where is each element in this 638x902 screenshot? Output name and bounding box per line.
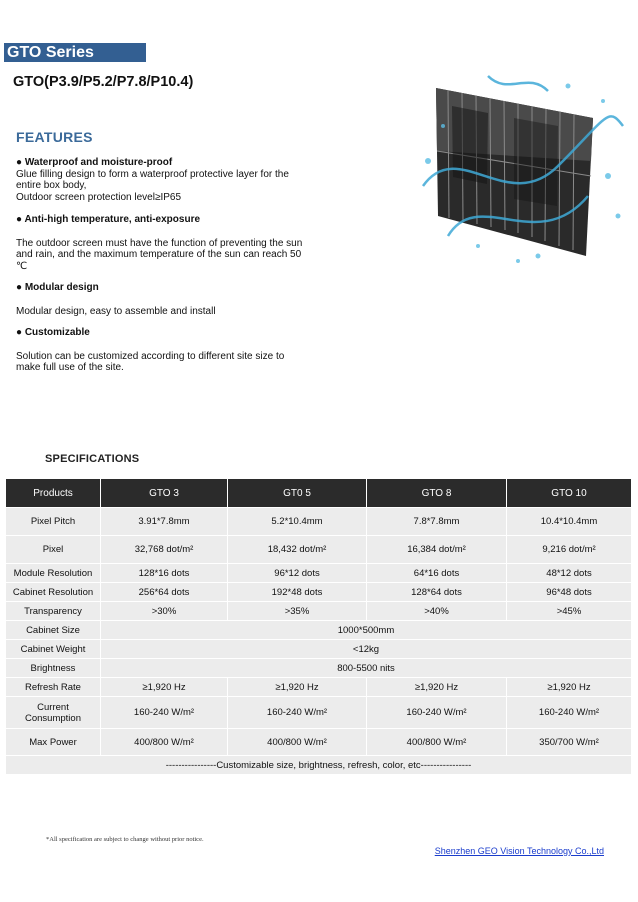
table-cell: 32,768 dot/m² (100, 535, 227, 563)
specifications-table (6, 479, 631, 774)
table-row (6, 639, 631, 658)
feature-title: ● Modular design (16, 282, 99, 293)
table-cell: 96*48 dots (506, 582, 631, 601)
column-header: GT0 5 (227, 479, 366, 507)
table-cell-merged: <12kg (100, 639, 631, 658)
table-cell: >45% (506, 601, 631, 620)
table-cell: 64*16 dots (366, 563, 506, 582)
table-cell: 400/800 W/m² (227, 728, 366, 755)
table-cell: ≥1,920 Hz (506, 677, 631, 696)
table-footer-note: ----------------Customizable size, brightness, refresh, color, etc---------------- (6, 755, 631, 774)
column-header: GTO 8 (366, 479, 506, 507)
table-cell: 18,432 dot/m² (227, 535, 366, 563)
table-cell: 48*12 dots (506, 563, 631, 582)
table-cell: ≥1,920 Hz (227, 677, 366, 696)
row-label: Transparency (6, 601, 100, 620)
table-row (6, 755, 631, 774)
led-screen-splash-image (418, 66, 628, 266)
table-cell-merged: 800-5500 nits (100, 658, 631, 677)
table-row (6, 620, 631, 639)
table-cell: 3.91*7.8mm (100, 507, 227, 535)
column-header: Products (6, 479, 100, 507)
table-cell: >30% (100, 601, 227, 620)
row-label: Max Power (6, 728, 100, 755)
row-label: Pixel Pitch (6, 507, 100, 535)
table-cell: 9,216 dot/m² (506, 535, 631, 563)
features-heading: FEATURES (16, 129, 93, 145)
feature-title: ● Waterproof and moisture-proof (16, 157, 173, 168)
table-cell: 160-240 W/m² (227, 696, 366, 728)
table-row (6, 535, 631, 563)
series-banner: GTO Series (4, 43, 146, 62)
feature-text: The outdoor screen must have the function of preventing the sun and rain, and the maximum temperature of the sun can reach 50 ℃ (16, 237, 303, 272)
table-row (6, 563, 631, 582)
table-cell: 400/800 W/m² (100, 728, 227, 755)
table-row (6, 601, 631, 620)
feature-text: Glue filling design to form a waterproof protective layer for the entire box body, (16, 168, 289, 191)
column-header: GTO 10 (506, 479, 631, 507)
table-row (6, 696, 631, 728)
feature-customizable (16, 327, 306, 374)
table-row (6, 728, 631, 755)
specifications-heading: SPECIFICATIONS (45, 453, 140, 465)
row-label: Refresh Rate (6, 677, 100, 696)
table-cell: 128*64 dots (366, 582, 506, 601)
table-cell: 256*64 dots (100, 582, 227, 601)
table-cell: 96*12 dots (227, 563, 366, 582)
feature-title: ● Customizable (16, 327, 90, 338)
row-label: Module Resolution (6, 563, 100, 582)
table-cell: 160-240 W/m² (506, 696, 631, 728)
feature-text: Modular design, easy to assemble and install (16, 305, 216, 317)
table-cell: 192*48 dots (227, 582, 366, 601)
table-cell: 160-240 W/m² (100, 696, 227, 728)
table-cell: 5.2*10.4mm (227, 507, 366, 535)
column-header: GTO 3 (100, 479, 227, 507)
table-row (6, 677, 631, 696)
table-cell: 10.4*10.4mm (506, 507, 631, 535)
table-cell: 350/700 W/m² (506, 728, 631, 755)
feature-anti-high-temperature (16, 214, 306, 272)
row-label: Brightness (6, 658, 100, 677)
model-title: GTO(P3.9/P5.2/P7.8/P10.4) (13, 74, 194, 90)
feature-text: Outdoor screen protection level≥IP65 (16, 191, 182, 203)
table-row (6, 507, 631, 535)
company-link[interactable]: Shenzhen GEO Vision Technology Co.,Ltd (434, 846, 604, 856)
table-cell-merged: 1000*500mm (100, 620, 631, 639)
row-label: Cabinet Weight (6, 639, 100, 658)
table-cell: 7.8*7.8mm (366, 507, 506, 535)
feature-text: Solution can be customized according to different site size to make full use of the site. (16, 350, 285, 373)
feature-title: ● Anti-high temperature, anti-exposure (16, 214, 201, 225)
table-cell: ≥1,920 Hz (366, 677, 506, 696)
row-label: Pixel (6, 535, 100, 563)
table-row (6, 582, 631, 601)
row-label: Cabinet Size (6, 620, 100, 639)
row-label: Cabinet Resolution (6, 582, 100, 601)
table-row (6, 658, 631, 677)
table-header-row (6, 479, 631, 507)
table-cell: 16,384 dot/m² (366, 535, 506, 563)
feature-waterproof (16, 157, 306, 203)
disclaimer-note: *All specification are subject to change without prior notice. (46, 836, 204, 843)
table-cell: >35% (227, 601, 366, 620)
row-label: Current Consumption (6, 696, 100, 728)
table-cell: 400/800 W/m² (366, 728, 506, 755)
feature-modular-design (16, 282, 306, 317)
table-cell: 128*16 dots (100, 563, 227, 582)
table-cell: >40% (366, 601, 506, 620)
table-cell: ≥1,920 Hz (100, 677, 227, 696)
table-cell: 160-240 W/m² (366, 696, 506, 728)
